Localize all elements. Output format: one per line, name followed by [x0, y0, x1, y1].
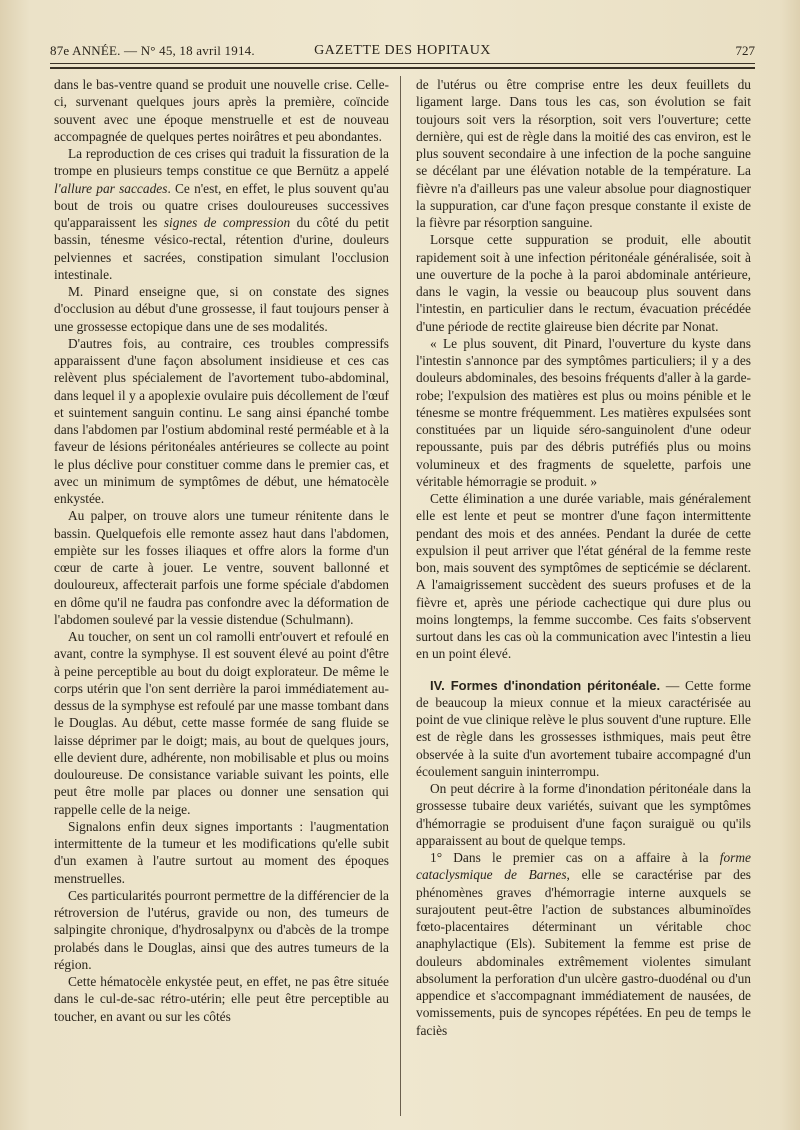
italic-term: l'allure par saccades	[54, 180, 168, 196]
issue-info: 87e ANNÉE. — N° 45, 18 avril 1914.	[50, 43, 255, 58]
paragraph: « Le plus souvent, dit Pinard, l'ouverture du kyste dans l'intestin s'annonce par des symptômes particuliers; il y a des douleurs abdominales, des besoins fréquents d'aller à la garde-robe; l'expulsion des matières est plus ou moins pénible et le ténesme se montre fréquemment. Les matières expulsées sont constituées par un liquide séro-sanguinolent d'une odeur repoussante, puis par des débris putréfiés plus ou moins volumineux et des fragments de squelette, parfois une véritable hémorragie se produit. »	[416, 335, 751, 489]
text-run: du côté du petit bassin, ténesme vésico-rectal, rétention d'urine, douleurs pelviennes et sacrées, constipation simulant l'occlusion intestinale.	[54, 215, 389, 282]
paragraph: Cette élimination a une durée variable, mais généralement elle est lente et peut se montrer d'une façon intermittente pendant des mois et des années. Pendant la durée de cette expulsion il peut arriver que l'état général de la femme reste bon, mais souvent des symptômes de septicémie se déclarent. A l'amaigrissement succèdent des sueurs profuses et de la fièvre et, après une période cachectique qui dure plus ou moins longtemps, la femme succombe. Ces faits s'observent surtout dans les cas où la communication avec l'intestin a lieu en un point élevé.	[416, 491, 751, 662]
paragraph	[416, 849, 751, 1039]
paragraph: Lorsque cette suppuration se produit, elle aboutit rapidement soit à une infection péritonéale généralisée, soit à une ouverture de la poche à la paroi abdominale antérieure, dans le vagin, la vessie ou beaucoup plus souvent dans l'intestin, en particulier dans le rectum, évacuation précédée d'une période de rectite glaireuse bien décrite par Nonat.	[416, 232, 751, 334]
paragraph: Ces particularités pourront permettre de la différencier de la rétroversion de l'utérus, gravide ou non, des tumeurs de salpingite chronique, d'hydrosalpynx ou d'abcès de la trompe prolabés dans le Douglas, ainsi que des autres tumeurs de la région.	[54, 887, 389, 972]
paragraph: M. Pinard enseigne que, si on constate des signes d'occlusion au début d'une grossesse, il faut toujours penser à une grossesse ectopique dans une de ses modalités.	[54, 284, 389, 334]
paragraph: dans le bas-ventre quand se produit une nouvelle crise. Celle-ci, survenant quelques jours après la première, coïncide souvent avec une époque menstruelle et est de nouveau accompagnée de quelques pertes noirâtres et peu abondantes.	[54, 77, 389, 144]
paragraph: D'autres fois, au contraire, ces troubles compressifs apparaissent d'une façon absolument insidieuse et ces cas relèvent plus spécialement de l'avortement tubo-abdominal, dans lequel il y a apoplexie ovulaire puis décollement de l'œuf et suintement sanguin continu. Le sang ainsi épanché tombe dans l'abdomen par l'ostium abdominal resté perméable et à la faveur de lésions péritonéales antérieures se collecte au point le plus déclive pour constituer comme dans le premier cas, et avec un minimum de symptômes de début, une hématocèle enkystée.	[54, 335, 389, 506]
page-number: 727	[735, 43, 755, 58]
paragraph: On peut décrire à la forme d'inondation péritonéale dans la grossesse tubaire deux variétés, suivant que les symptômes d'hémorragie se produisent d'une façon suraiguë ou qu'ils apparaissent au bout de quelque temps.	[416, 781, 751, 848]
text-run: La reproduction de ces crises qui traduit la fissuration de la trompe en plusieurs temps constitue ce que Bernütz a appelé	[54, 146, 389, 179]
italic-term: signes de compression	[163, 215, 291, 230]
text-run: . Ce n'est, en effet, le plus souvent qu'au bout de trois ou quatre crises douloureuses successives qu'apparaissent les	[54, 180, 389, 230]
header-rule-thick	[50, 67, 755, 69]
paragraph: de l'utérus ou être comprise entre les deux feuillets du ligament large. Dans tous les cas, son évolution se fait toujours soit vers la résorption, soit vers l'ouverture; cette dernière, qui est de règle dans la moitié des cas environ, est le plus souvent secondaire à une infection de la poche sanguine se décélant par une élévation notable de la température. La fièvre n'a d'ailleurs pas une valeur absolue pour diagnostiquer la suppuration, car d'une façon presque constante il existe de la fièvre par résorption sanguine.	[416, 77, 751, 230]
journal-title: GAZETTE DES HOPITAUX	[314, 43, 491, 58]
italic-term: forme cataclysmique de Barnes	[416, 850, 751, 883]
left-column	[54, 76, 389, 1025]
text-run: — Cette forme de beaucoup la mieux connue et la mieux caractérisée au point de vue clinique relève le plus souvent d'une rupture. Elle est de règle dans les grossesses isthmiques, mais peut être observée à la suite d'un avortement tubaire accompagné d'un écoulement sanguin ininterrompu.	[416, 677, 751, 779]
paragraph: Signalons enfin deux signes importants : l'augmentation intermittente de la tumeur et les modifications qu'elle subit d'un examen à l'autre surtout au moment des époques menstruelles.	[54, 818, 389, 886]
right-column	[416, 76, 751, 1039]
column-divider	[400, 76, 401, 1116]
paragraph	[54, 145, 389, 283]
text-run: 1° Dans le premier cas on a affaire à la	[430, 850, 720, 865]
header-rule-thin	[50, 63, 755, 64]
section-paragraph	[416, 677, 751, 781]
paragraph: Au toucher, on sent un col ramolli entr'ouvert et refoulé en avant, contre la symphyse. Il est souvent élevé au point d'être à peine perceptible au bout du doigt explorateur. De même le corps utérin que l'on sent derrière la paroi immédiatement au-dessus de la symphyse est refoulé par une masse tombant dans le Douglas. Au début, cette masse formée de sang fluide se laisse déprimer par le doigt; mais, au bout de quelques jours, elle devient dure, adhérente, non mobilisable et plus ou moins douloureuse. De consistance variable suivant les points, elle peut être molle par places ou donner une sensation qui rappelle celle de la neige.	[54, 629, 389, 817]
paragraph: Au palper, on trouve alors une tumeur rénitente dans le bassin. Quelquefois elle remonte assez haut dans l'abdomen, empiète sur les fosses iliaques et offre alors la forme d'un cœur de carte à jouer. Le ventre, souvent ballonné et douloureux, affecterait parfois une forme spéciale d'abdomen en dôme qu'il ne faudra pas confondre avec la déformation de l'abdomen soulevé par la vessie distendue (Schulmann).	[54, 508, 389, 627]
paragraph: Cette hématocèle enkystée peut, en effet, ne pas être située dans le cul-de-sac rétro-utérin; elle peut être perceptible au toucher, en avant ou sur les côtés	[54, 974, 389, 1024]
text-run: , elle se caractérise par des phénomènes graves d'hémorragie interne auxquels se surajoutent peut-être l'action de substances albuminoïdes fœto-placentaires déterminant un véritable choc anaphylactique (Els). Subitement la femme est prise de douleurs abdominales extrêmement violentes simulant absolument la perforation d'un ulcère gastro-duodénal ou d'un appendice et s'accompagnant immédiatement de nausées, de vomissements, puis de syncopes répétées. En peu de temps le faciès	[416, 867, 751, 1038]
section-title: IV. Formes d'inondation péritonéale.	[430, 677, 661, 693]
page-header	[50, 40, 755, 62]
